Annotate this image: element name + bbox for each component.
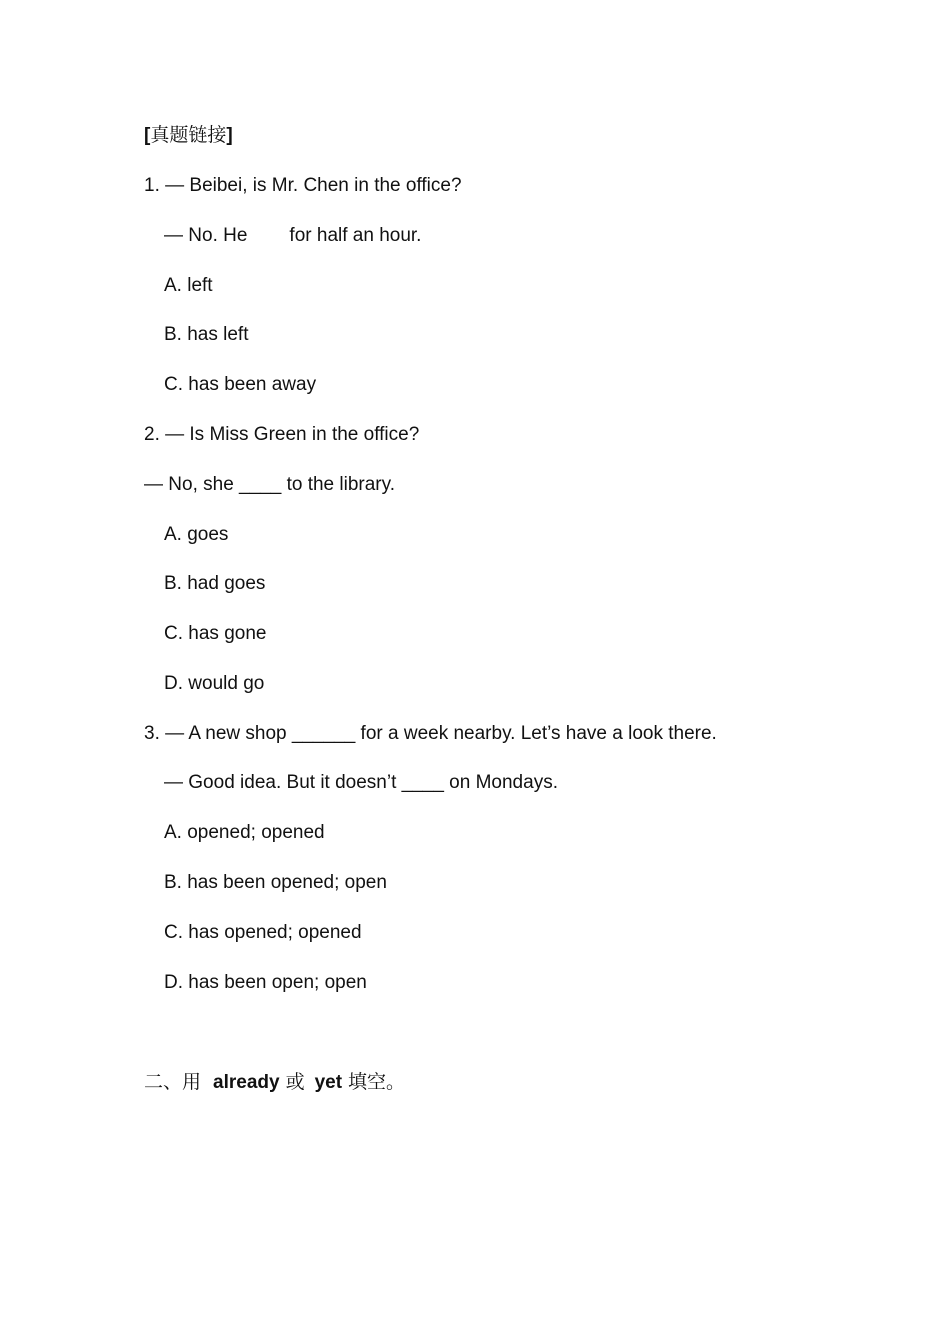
section-title-close-bracket: ] bbox=[226, 125, 233, 146]
part-two-heading bbox=[144, 1069, 405, 1096]
question-2-option-d: D. would go bbox=[164, 673, 265, 694]
part-two-suffix: 填空。 bbox=[348, 1071, 406, 1093]
question-1-option-c: C. has been away bbox=[164, 374, 317, 395]
question-1-reply bbox=[164, 223, 421, 249]
question-1-reply-before: — No. He bbox=[164, 225, 248, 246]
section-title bbox=[144, 122, 233, 149]
question-1-stem: 1. — Beibei, is Mr. Chen in the office? bbox=[144, 175, 462, 196]
part-two-middle: 或 bbox=[285, 1071, 305, 1093]
part-two-word-already: already bbox=[213, 1072, 280, 1093]
question-3-option-c: C. has opened; opened bbox=[164, 922, 362, 943]
question-2-option-a: A. goes bbox=[164, 524, 229, 545]
question-3-option-b: B. has been opened; open bbox=[164, 872, 387, 893]
part-two-prefix: 二、用 bbox=[144, 1071, 202, 1093]
question-3-stem: 3. — A new shop ______ for a week nearby. Let’s have a look there. bbox=[144, 723, 717, 744]
section-title-open-bracket: [ bbox=[144, 125, 151, 146]
question-3-option-a: A. opened; opened bbox=[164, 822, 325, 843]
question-2-stem: 2. — Is Miss Green in the office? bbox=[144, 424, 420, 445]
question-2-reply: — No, she ____ to the library. bbox=[144, 474, 395, 495]
question-1-reply-after: for half an hour. bbox=[289, 225, 422, 246]
part-two-word-yet: yet bbox=[314, 1072, 343, 1093]
question-3-option-d: D. has been open; open bbox=[164, 972, 367, 993]
question-3-reply: — Good idea. But it doesn’t ____ on Mondays. bbox=[164, 772, 558, 793]
question-2-option-b: B. had goes bbox=[164, 573, 266, 594]
question-1-option-b: B. has left bbox=[164, 324, 249, 345]
section-title-text: 真题链接 bbox=[150, 124, 227, 146]
question-1-option-a: A. left bbox=[164, 275, 213, 296]
question-2-option-c: C. has gone bbox=[164, 623, 267, 644]
